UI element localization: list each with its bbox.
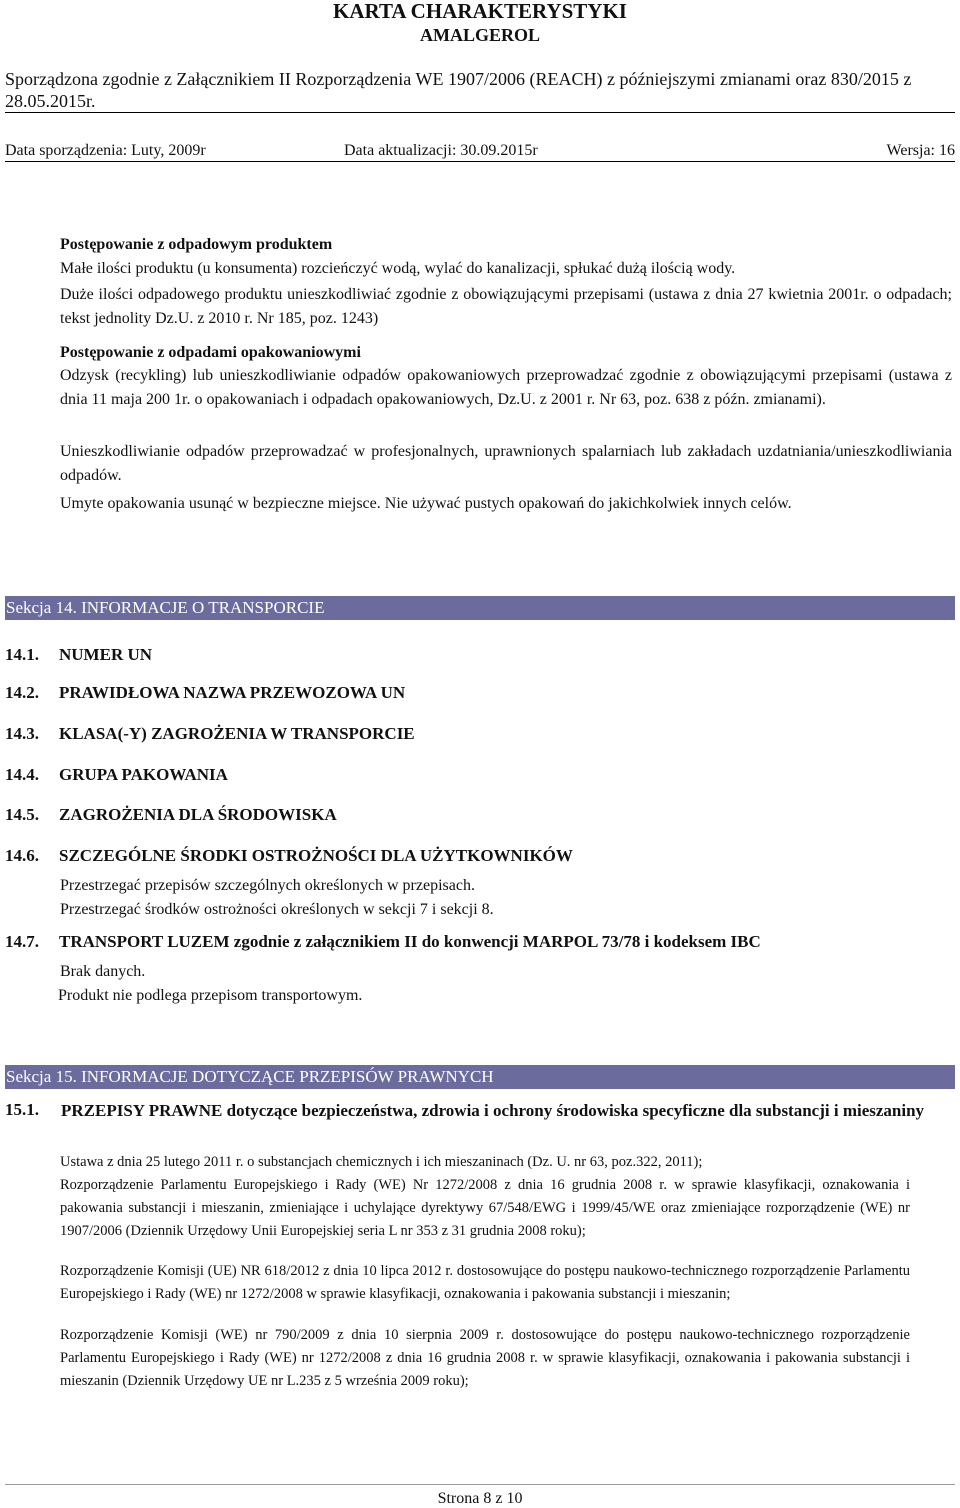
subsection-14-4 <box>5 764 228 786</box>
waste-product-p2: Duże ilości odpadowego produktu unieszkodliwiać zgodnie z obowiązującymi przepisami (ustawa z dnia 27 kwietnia 2001r. o odpadach; tekst jednolity Dz.U. z 2010 r. Nr 185, poz. 1243) <box>60 286 952 327</box>
subsection-14-2 <box>5 682 405 704</box>
product-name: AMALGEROL <box>419 25 540 45</box>
regulation-line: Sporządzona zgodnie z Załącznikiem II Rozporządzenia WE 1907/2006 (REACH) z późniejszymi zmianami oraz 830/2015 z 28.05.2015r. <box>5 69 912 111</box>
subsection-label: PRAWIDŁOWA NAZWA PRZEWOZOWA UN <box>59 683 406 702</box>
waste-packaging-p1: Odzysk (recykling) lub unieszkodliwianie odpadów opakowaniowych przeprowadzać zgodnie z obowiązującymi przepisami (ustawa z dnia 11 maja 200 1r. o opakowaniach i odpadach opakowaniowych, Dz.U. z 2001 r. Nr 63, poz. 638 z późn. zmianami). <box>60 367 952 408</box>
subsection-14-6 <box>5 845 573 867</box>
subsection-label: NUMER UN <box>59 645 153 664</box>
law-item-4: Rozporządzenie Komisji (WE) nr 790/2009 z dnia 10 sierpnia 2009 r. dostosowujące do postępu naukowo-technicznego rozporządzenie Parlamentu Europejskiego i Rady (WE) nr 1272/2008 z dnia 16 grudnia 2008 r. w sprawie klasyfikacji, oznakowania i pakowania substancji i mieszanin (Dziennik Urzędowy UE nr L.235 z 5 września 2009 roku); <box>60 1327 910 1389</box>
bulk-line-2: Produkt nie podlega przepisom transportowym. <box>58 987 363 1004</box>
footer-divider <box>5 1484 955 1485</box>
subsection-14-1 <box>5 644 152 666</box>
date-created: Data sporządzenia: Luty, 2009r <box>5 142 206 159</box>
subsection-label: KLASA(-Y) ZAGROŻENIA W TRANSPORCIE <box>59 724 415 743</box>
header-divider <box>5 112 955 113</box>
document-title: KARTA CHARAKTERYSTYKI <box>333 0 627 23</box>
subsection-number: 14.1. <box>5 645 39 664</box>
version-label: Wersja: 16 <box>886 142 955 159</box>
subsection-number: 14.7. <box>5 932 39 951</box>
precautions-line-1: Przestrzegać przepisów szczególnych określonych w przepisach. <box>60 877 475 894</box>
section-14-title: Sekcja 14. INFORMACJE O TRANSPORCIE <box>5 596 955 620</box>
law-item-1: Ustawa z dnia 25 lutego 2011 r. o substancjach chemicznych i ich mieszaninach (Dz. U. nr 63, poz.322, 2011); <box>60 1154 703 1170</box>
subsection-label: ZAGROŻENIA DLA ŚRODOWISKA <box>59 805 337 824</box>
dates-divider <box>5 161 955 162</box>
subsection-number: 14.4. <box>5 765 39 784</box>
subsection-15-1 <box>5 1099 955 1123</box>
subsection-label: PRZEPISY PRAWNE dotyczące bezpieczeństwa, zdrowia i ochrony środowiska specyficzne dla substancji i mieszaniny <box>61 1101 925 1120</box>
subsection-14-7 <box>5 931 761 953</box>
law-item-3: Rozporządzenie Komisji (UE) NR 618/2012 z dnia 10 lipca 2012 r. dostosowujące do postępu naukowo-technicznego rozporządzenie Parlamentu Europejskiego i Rady (WE) nr 1272/2008 w sprawie klasyfikacji, oznakowania i pakowania substancji i mieszanin; <box>60 1263 910 1302</box>
waste-packaging-heading: Postępowanie z odpadami opakowaniowymi <box>60 344 361 361</box>
subsection-number: 14.2. <box>5 683 39 702</box>
bulk-line-1: Brak danych. <box>60 963 146 980</box>
date-updated: Data aktualizacji: 30.09.2015r <box>344 142 538 159</box>
subsection-number: 14.5. <box>5 805 39 824</box>
waste-product-p1: Małe ilości produktu (u konsumenta) rozcieńczyć wodą, wylać do kanalizacji, spłukać dużą ilością wody. <box>60 260 736 277</box>
subsection-label: TRANSPORT LUZEM zgodnie z załącznikiem II do konwencji MARPOL 73/78 i kodeksem IBC <box>59 932 761 951</box>
subsection-number: 14.6. <box>5 846 39 865</box>
law-item-2: Rozporządzenie Parlamentu Europejskiego i Rady (WE) Nr 1272/2008 z dnia 16 grudnia 2008 r. w sprawie klasyfikacji, oznakowania i pakowania substancji i mieszanin, zmieniające i uchylające dyrektywy 67/548/EWG i 1999/45/WE oraz zmieniające rozporządzenie (WE) nr 1907/2006 (Dziennik Urzędowy Unii Europejskiej seria L nr 353 z 31 grudnia 2008 roku); <box>60 1177 910 1239</box>
subsection-label: SZCZEGÓLNE ŚRODKI OSTROŻNOŚCI DLA UŻYTKOWNIKÓW <box>59 846 573 865</box>
subsection-14-3 <box>5 723 415 745</box>
subsection-number: 15.1. <box>5 1100 39 1119</box>
waste-product-heading: Postępowanie z odpadowym produktem <box>60 236 333 253</box>
precautions-line-2: Przestrzegać środków ostrożności określonych w sekcji 7 i sekcji 8. <box>60 901 494 918</box>
subsection-14-5 <box>5 804 337 826</box>
subsection-label: GRUPA PAKOWANIA <box>59 765 228 784</box>
page-number: Strona 8 z 10 <box>437 1490 523 1507</box>
subsection-number: 14.3. <box>5 724 39 743</box>
section-15-title: Sekcja 15. INFORMACJE DOTYCZĄCE PRZEPISÓW PRAWNYCH <box>5 1065 955 1089</box>
waste-packaging-p2: Unieszkodliwianie odpadów przeprowadzać w profesjonalnych, uprawnionych spalarniach lub zakładach uzdatniania/unieszkodliwiania odpadów. <box>60 443 952 484</box>
waste-packaging-p3: Umyte opakowania usunąć w bezpieczne miejsce. Nie używać pustych opakowań do jakichkolwiek innych celów. <box>60 495 792 512</box>
